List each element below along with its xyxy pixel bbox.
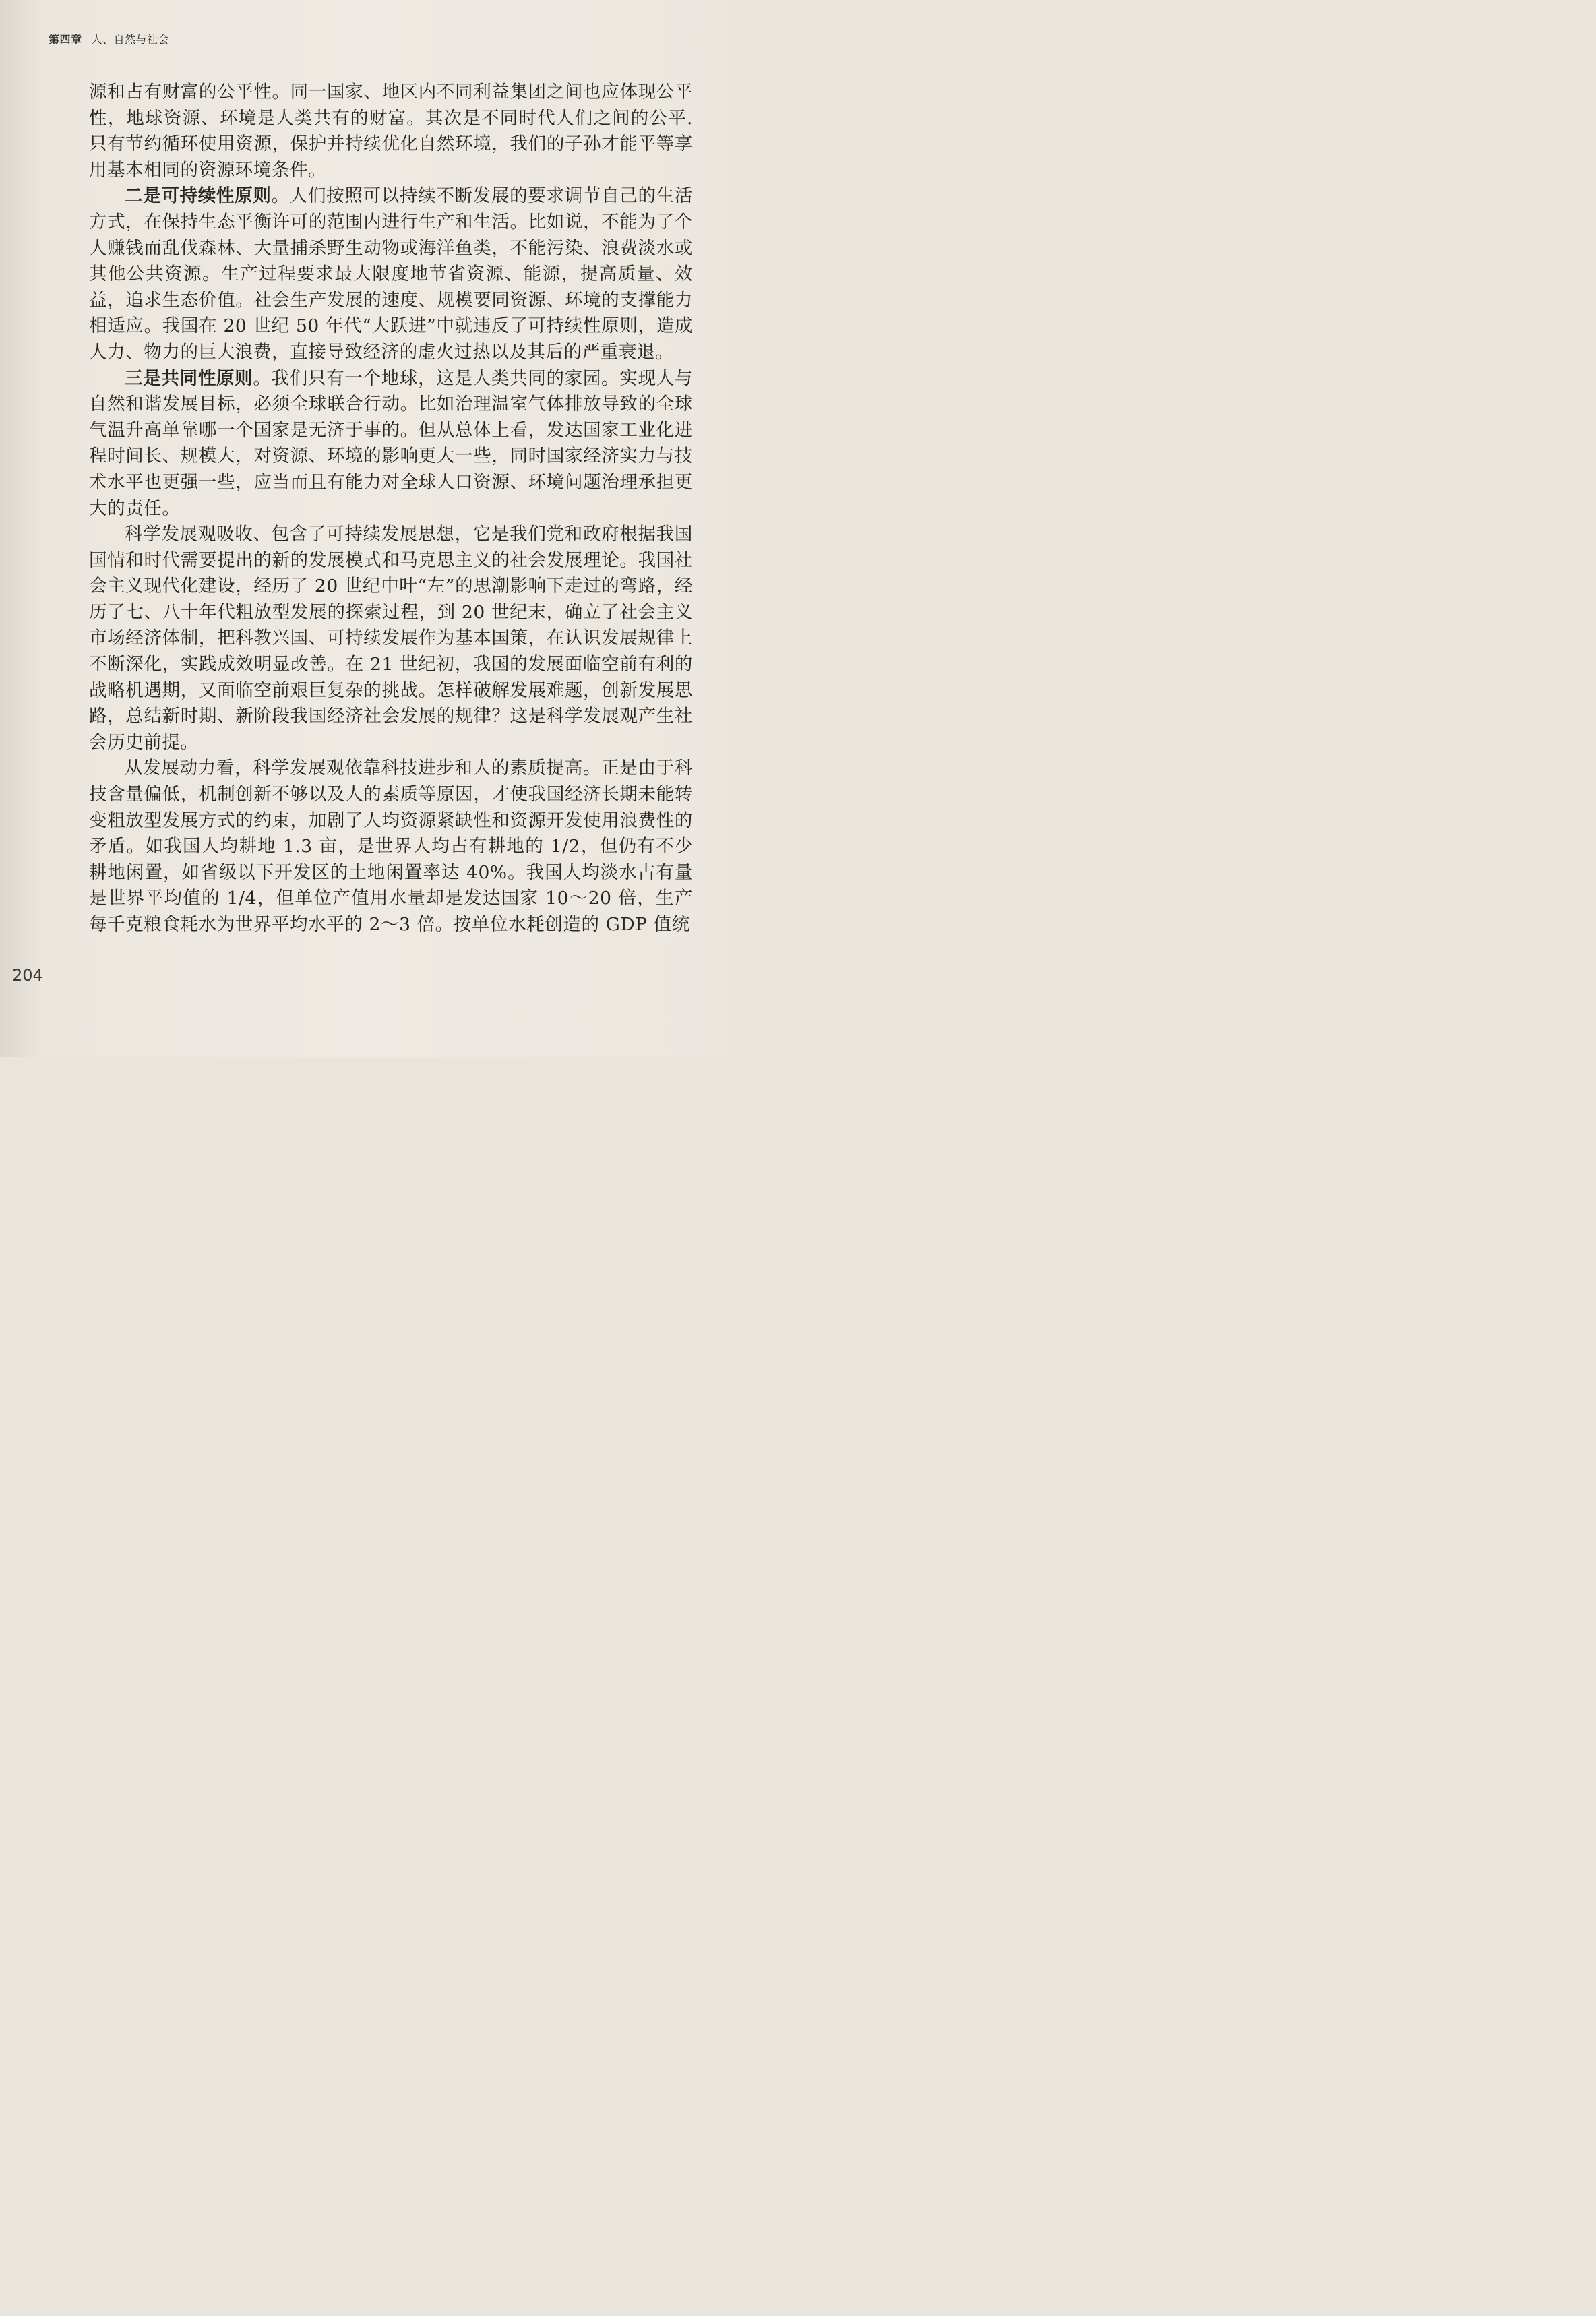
paragraph-sustainability-principle [89,183,693,365]
paragraph-text: 。我们只有一个地球，这是人类共同的家园。实现人与自然和谐发展目标，必须全球联合行动。比如治理温室气体排放导致的全球气温升高单靠哪一个国家是无济于事的。但从总体上看，发达国家工业化进程时间长、规模大，对资源、环境的影响更大一些，同时国家经济实力与技术水平也更强一些，应当而且有能力对全球人口资源、环境问题治理承担更大的责任。 [89,367,693,519]
body-text [89,80,693,938]
paragraph-fairness-continued [89,80,693,183]
paragraph-text: 科学发展观吸收、包含了可持续发展思想，它是我们党和政府根据我国国情和时代需要提出的新的发展模式和马克思主义的社会发展理论。我国社会主义现代化建设，经历了 20 世纪中叶“左”的思潮影响下走过的弯路，经历了七、八十年代粗放型发展的探索过程，到 20 世纪末，确立了社会主义市场经济体制，把科教兴国、可持续发展作为基本国策，在认识发展规律上不断深化，实践成效明显改善。在 21 世纪初，我国的发展面临空前有利的战略机遇期，又面临空前艰巨复杂的挑战。怎样破解发展难题，创新发展思路，总结新时期、新阶段我国经济社会发展的规律？这是科学发展观产生社会历史前提。 [89,524,693,753]
book-page [0,0,728,1057]
paragraph-text: 从发展动力看，科学发展观依靠科技进步和人的素质提高。正是由于科技含量偏低，机制创新不够以及人的素质等原因，才使我国经济长期未能转变粗放型发展方式的约束，加剧了人均资源紧缺性和资源开发使用浪费性的矛盾。如我国人均耕地 1.3 亩，是世界人均占有耕地的 1/2，但仍有不少耕地闲置，如省级以下开发区的土地闲置率达 40%。我国人均淡水占有量是世界平均值的 1/4，但单位产值用水量却是发达国家 10～20 倍，生产每千克粮食耗水为世界平均水平的 2～3 倍。按单位水耗创造的 GDP 值统 [89,758,693,935]
paragraph-development-driving-force [89,756,693,938]
chapter-number: 第四章 [49,33,82,46]
paragraph-commonality-principle [89,366,693,522]
paragraph-lead: 三是共同性原则 [125,367,253,389]
paragraph-text: 。人们按照可以持续不断发展的要求调节自己的生活方式，在保持生态平衡许可的范围内进行生产和生活。比如说，不能为了个人赚钱而乱伐森林、大量捕杀野生动物或海洋鱼类，不能污染、浪费淡水或其他公共资源。生产过程要求最大限度地节省资源、能源，提高质量、效益，追求生态价值。社会生产发展的速度、规模要同资源、环境的支撑能力相适应。我国在 20 世纪 50 年代“大跃进”中就违反了可持续性原则，造成人力、物力的巨大浪费，直接导致经济的虚火过热以及其后的严重衰退。 [89,185,693,363]
paragraph-scientific-development [89,522,693,756]
chapter-title: 人、自然与社会 [91,33,170,46]
paragraph-text: 源和占有财富的公平性。同一国家、地区内不同利益集团之间也应体现公平性，地球资源、环境是人类共有的财富。其次是不同时代人们之间的公平.只有节约循环使用资源，保护并持续优化自然环境，我们的子孙才能平等享用基本相同的资源环境条件。 [89,82,693,181]
running-head [49,31,169,47]
page-number: 204 [12,966,43,985]
paragraph-lead: 二是可持续性原则 [125,185,272,207]
